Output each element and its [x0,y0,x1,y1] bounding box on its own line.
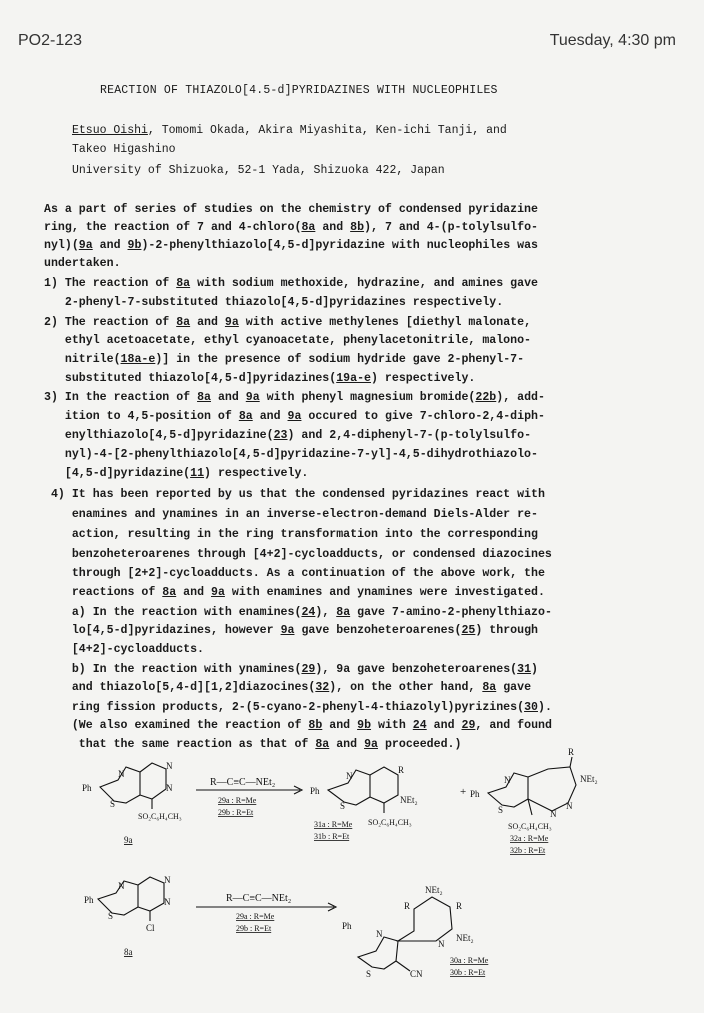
compound-number: 24 [412,719,427,732]
text-run: [4+2]-cycloadducts. [44,643,205,656]
tolylsulfonyl-label: SO₂C₆H₄CH₃ [368,818,412,827]
text-run: 4) It has been reported by us that the condensed pyridazines react with [44,488,545,501]
text-run: occured to give 7-chloro-2,4-diph- [301,410,545,423]
body-line [44,372,475,386]
phenyl-label: Ph [470,789,480,799]
text-run: with enamines and ynamines were investigated. [224,586,545,599]
product-30 [342,885,489,979]
body-line [44,528,538,542]
tolylsulfonyl-label: SO₂C₆H₄CH₃ [138,812,182,821]
text-run: )-2-phenylthiazolo[4,5-d]pyridazine with nucleophiles was [141,239,539,252]
text-run: , and found [475,719,552,732]
product-30a: 30a : R=Me [450,956,489,965]
body-line [44,391,545,405]
body-line [44,239,538,253]
body-line [44,353,524,367]
compound-number: 9a [280,624,295,637]
text-run: action, resulting in the ring transformation into the corresponding [44,528,538,541]
text-run: reactions of [44,586,163,599]
text-run: through [2+2]-cycloadducts. As a continuation of the above work, the [44,567,545,580]
body-line [44,296,503,310]
compound-number: 31 [517,663,532,676]
atom-s: S [110,799,116,809]
text-run: and [322,719,358,732]
text-run: substituted thiazolo[4,5-d]pyridazines( [44,372,337,385]
text-run: 2) The reaction of [44,316,177,329]
compound-number: 19a-e [336,372,372,385]
authors-line-1 [72,124,507,137]
body-line [44,467,308,481]
body-line [44,448,538,462]
reagent-29a: 29a : R=Me [218,796,257,805]
phenyl-label: Ph [84,895,94,905]
compound-number: 8a [176,277,191,290]
text-run: ) through [475,624,539,637]
text-run: and [92,239,128,252]
text-run: and [329,738,365,751]
diethylamino-label: NEt₂ [400,795,418,805]
ynamine-formula: R—C≡C—NEt₂ [210,777,276,788]
compound-number: 9b [357,719,372,732]
atom-n: N [166,761,173,771]
ynamine-formula: R—C≡C—NEt₂ [226,893,292,904]
compound-number: 8a [176,316,191,329]
compound-number: 11 [190,467,205,480]
text-run: proceeded.) [377,738,462,751]
body-line [44,203,538,217]
text-run: gave benzoheteroarenes( [294,624,462,637]
text-run: and [176,586,211,599]
text-run: ), add- [496,391,545,404]
compound-number: 18a-e [120,353,156,366]
r-group: R [568,747,575,757]
text-run: )] in the presence of sodium hydride gave 2-phenyl-7- [155,353,525,366]
text-run: 1) The reaction of [44,277,177,290]
text-run: enamines and ynamines in an inverse-electron-demand Diels-Alder re- [44,508,538,521]
body-line [44,548,552,562]
diethylamino-label: NEt₂ [456,933,474,943]
atom-n: N [438,939,445,949]
r-group: R [456,901,463,911]
text-run: nyl)-4-[2-phenylthiazolo[4,5-d]pyridazine-7-yl]-4,5-dihydrothiazolo- [44,448,538,461]
abstract-code: PO2-123 [18,32,83,49]
affiliation: University of Shizuoka, 52-1 Yada, Shizuoka 422, Japan [72,164,445,177]
atom-n: N [566,801,573,811]
atom-n: N [550,809,557,819]
reagent-2 [226,893,291,933]
compound-number: 23 [273,429,288,442]
text-run: lo[4,5-d]pyridazines, however [44,624,281,637]
cyano-label: CN [410,969,423,979]
text-run: [4,5-d]pyridazine( [44,467,191,480]
text-run: ), [315,606,337,619]
chloro-label: Cl [146,923,155,933]
text-run: ), 9a gave benzoheteroarenes( [315,663,518,676]
body-line [44,606,552,620]
body-line [44,643,204,657]
product-30b: 30b : R=Et [450,968,486,977]
text-run: and [190,316,225,329]
text-run: ) respectively. [204,467,309,480]
text-run: gave [496,681,532,694]
body-line [44,681,531,695]
product-32 [470,747,598,855]
atom-n: N [346,771,353,781]
product-31 [310,765,418,841]
atom-n: N [376,929,383,939]
text-run: 3) In the reaction of [44,391,198,404]
text-run: ). [537,701,552,714]
body-line [44,488,545,502]
compound-number: 30 [524,701,538,714]
text-run: ), 7 and 4-(p-tolylsulfo- [364,221,539,234]
compound-number: 9a [211,586,225,599]
text-run: ring fission products, 2-(5-cyano-2-phenyl-4-thiazolyl)pyrizines( [44,701,525,714]
compound-number: 22b [475,391,497,404]
text-run: and thiazolo[5,4-d][1,2]diazocines( [44,681,316,694]
body-line [44,663,538,677]
atom-n: N [166,783,173,793]
compound-number: 24 [301,606,316,619]
text-run: ethyl acetoacetate, ethyl cyanoacetate, phenylacetonitrile, malono- [44,334,532,347]
body-line [44,719,552,733]
text-run: with sodium methoxide, hydrazine, and amines gave [190,277,538,290]
co-authors: , Tomomi Okada, Akira Miyashita, Ken-ichi Tanji, and [147,124,507,137]
compound-number: 8a [162,586,177,599]
compound-number: 9a [245,391,260,404]
compound-number: 29 [301,663,316,676]
text-run: and [426,719,462,732]
compound-number: 8b [350,221,365,234]
compound-number: 9b [127,239,142,252]
body-line [44,277,538,291]
body-line [44,316,531,330]
text-run: gave 7-amino-2-phenylthiazo- [350,606,552,619]
compound-9a [82,761,182,845]
text-run: ) respectively. [371,372,476,385]
text-run: nyl)( [44,239,79,252]
atom-n: N [504,775,511,785]
compound-number: 8a [197,391,211,404]
body-line [44,429,531,443]
atom-s: S [340,801,346,811]
atom-n: N [164,897,171,907]
compound-8a [84,875,171,957]
text-run: a) In the reaction with enamines( [44,606,302,619]
phenyl-label: Ph [342,921,352,931]
text-run: ring, the reaction of 7 and 4-chloro( [44,221,302,234]
text-run: undertaken. [44,257,121,270]
text-run: with phenyl magnesium bromide( [259,391,476,404]
product-32a: 32a : R=Me [510,834,549,843]
compound-label-9a: 9a [124,835,133,845]
body-line [44,410,545,424]
compound-number: 9a [364,738,378,751]
text-run: b) In the reaction with ynamines( [44,663,302,676]
product-32b: 32b : R=Et [510,846,546,855]
body-line [44,624,538,638]
authors-line-2: Takeo Higashino [72,143,176,156]
phenyl-label: Ph [82,783,92,793]
atom-n: N [164,875,171,885]
reaction-scheme [0,745,704,1013]
text-run: 2-phenyl-7-substituted thiazolo[4,5-d]pyridazines respectively. [44,296,504,309]
presenting-author: Etsuo Oishi [72,124,148,137]
compound-number: 8a [238,410,253,423]
text-run: ition to 4,5-position of [44,410,239,423]
compound-number: 8a [336,606,351,619]
text-run: ) and 2,4-diphenyl-7-(p-tolylsulfo- [287,429,532,442]
paper-title: REACTION OF THIAZOLO[4.5-d]PYRIDAZINES WITH NUCLEOPHILES [100,84,498,97]
reagent-29b: 29b : R=Et [218,808,254,817]
atom-n: N [118,769,125,779]
product-31b: 31b : R=Et [314,832,350,841]
compound-number: 8b [308,719,323,732]
body-line [44,221,538,235]
compound-label-8a: 8a [124,947,133,957]
r-group: R [398,765,405,775]
atom-s: S [366,969,372,979]
compound-number: 8a [301,221,316,234]
compound-number: 32 [315,681,330,694]
text-run: ), on the other hand, [329,681,483,694]
text-run: benzoheteroarenes through [4+2]-cycloadducts, or condensed diazocines [44,548,552,561]
r-group: R [404,901,411,911]
reagent-29a: 29a : R=Me [236,912,275,921]
body-line [44,586,545,600]
body-line [44,257,121,271]
diethylamino-label: NEt₂ [580,774,598,784]
compound-number: 9a [224,316,239,329]
compound-number: 25 [461,624,476,637]
reagent-29b: 29b : R=Et [236,924,272,933]
compound-number: 29 [461,719,476,732]
reagent-1 [210,777,275,817]
compound-number: 9a [78,239,93,252]
text-run: enylthiazolo[4,5-d]pyridazine( [44,429,274,442]
atom-s: S [498,805,504,815]
text-run: As a part of series of studies on the chemistry of condensed pyridazine [44,203,538,216]
text-run: that the same reaction as that of [44,738,316,751]
plus-sign: + [460,786,467,798]
compound-number: 9a [287,410,302,423]
body-line [44,701,552,715]
body-line [44,567,545,581]
text-run: and [315,221,351,234]
body-line [44,334,531,348]
text-run: and [210,391,246,404]
text-run: with active methylenes [diethyl malonate, [238,316,532,329]
phenyl-label: Ph [310,786,320,796]
text-run: nitrile( [44,353,121,366]
text-run: ) [531,663,539,676]
atom-s: S [108,911,114,921]
tolylsulfonyl-label: SO₂C₆H₄CH₃ [508,822,552,831]
body-line [44,508,538,522]
text-run: with [371,719,413,732]
text-run: (We also examined the reaction of [44,719,309,732]
product-31a: 31a : R=Me [314,820,353,829]
atom-n: N [118,881,125,891]
compound-number: 8a [482,681,497,694]
session-time: Tuesday, 4:30 pm [549,32,676,49]
text-run: and [252,410,288,423]
compound-number: 8a [315,738,330,751]
diethylamino-label: NEt₂ [425,885,443,895]
